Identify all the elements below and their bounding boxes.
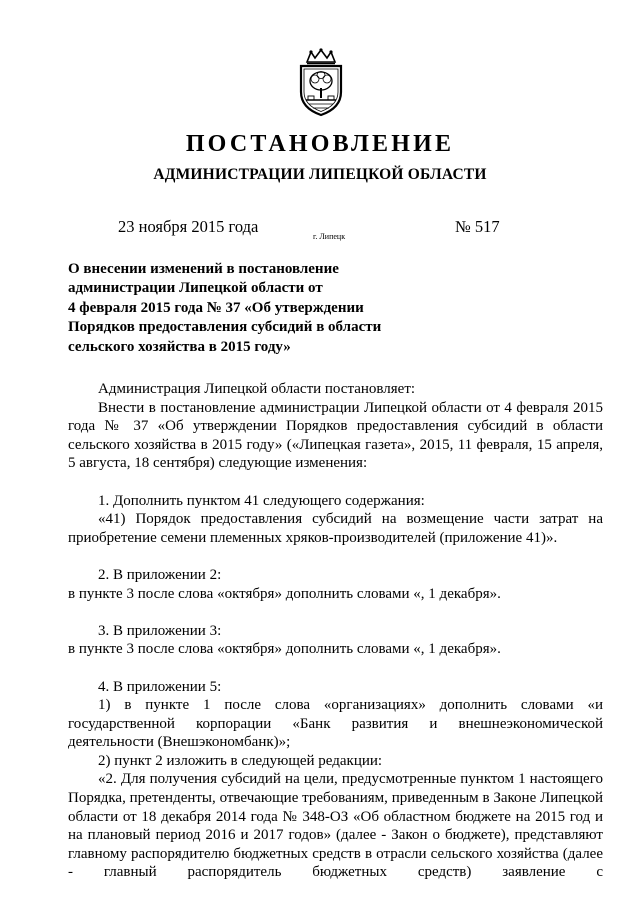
heading-line: сельского хозяйства в 2015 году» bbox=[68, 338, 291, 355]
lipetsk-coat-of-arms-icon bbox=[293, 48, 349, 118]
body-paragraph: в пункте 3 после слова «октября» дополнить словами «, 1 декабря». bbox=[68, 641, 501, 658]
heading-line: 4 февраля 2015 года № 37 «Об утверждении bbox=[68, 299, 364, 316]
issuing-authority: АДМИНИСТРАЦИИ ЛИПЕЦКОЙ ОБЛАСТИ bbox=[153, 166, 487, 183]
document-body bbox=[68, 380, 603, 882]
body-paragraph: 3. В приложении 3: bbox=[98, 622, 222, 639]
heading-line: администрации Липецкой области от bbox=[68, 280, 323, 297]
body-paragraph: 1. Дополнить пунктом 41 следующего содержания: bbox=[98, 492, 425, 509]
body-paragraph: 4. В приложении 5: bbox=[98, 678, 222, 695]
body-paragraph: «2. Для получения субсидий на цели, предусмотренные пунктом 1 настоящего Порядка, претенденты, отвечающие требованиям, приведенным в Законе Липецкой области от 18 декабря 2014 года № 348-ОЗ «Об областном бюджете на 2015 год и на плановый период 2016 и 2017 годов» (далее - Закон о бюджете), представляют главному распорядителю бюджетных средств в отрасли сельского хозяйства (далее - главный распорядитель бюджетных средств) заявление с bbox=[68, 771, 603, 881]
document-city: г. Липецк bbox=[313, 232, 346, 241]
body-paragraph: 2. В приложении 2: bbox=[98, 566, 222, 583]
heading-line: Порядков предоставления субсидий в области bbox=[68, 319, 382, 336]
body-paragraph: «41) Порядок предоставления субсидий на возмещение части затрат на приобретение семени племенных хряков-производителей (приложение 41)». bbox=[68, 511, 603, 546]
body-paragraph: 1) в пункте 1 после слова «организациях» дополнить словами «и государственной корпорации «Банк развития и внешнеэкономической деятельности (Внешэкономбанк)»; bbox=[68, 697, 603, 751]
heading-line: О внесении изменений в постановление bbox=[68, 261, 339, 277]
document-heading bbox=[68, 260, 408, 357]
body-paragraph: Внести в постановление администрации Липецкой области от 4 февраля 2015 года № 37 «Об утверждении Порядков предоставления субсидий в области сельского хозяйства в 2015 году» («Липецкая газета», 2015, 11 февраля, 15 апреля, 5 августа, 18 сентября) следующие изменения: bbox=[68, 399, 603, 472]
body-paragraph: Администрация Липецкой области постановляет: bbox=[98, 381, 416, 397]
body-paragraph: в пункте 3 после слова «октября» дополнить словами «, 1 декабря». bbox=[68, 585, 501, 602]
document-number: № 517 bbox=[455, 217, 500, 236]
document-date: 23 ноября 2015 года bbox=[118, 217, 259, 236]
body-paragraph: 2) пункт 2 изложить в следующей редакции: bbox=[98, 752, 383, 769]
document-title: ПОСТАНОВЛЕНИЕ bbox=[185, 131, 455, 157]
